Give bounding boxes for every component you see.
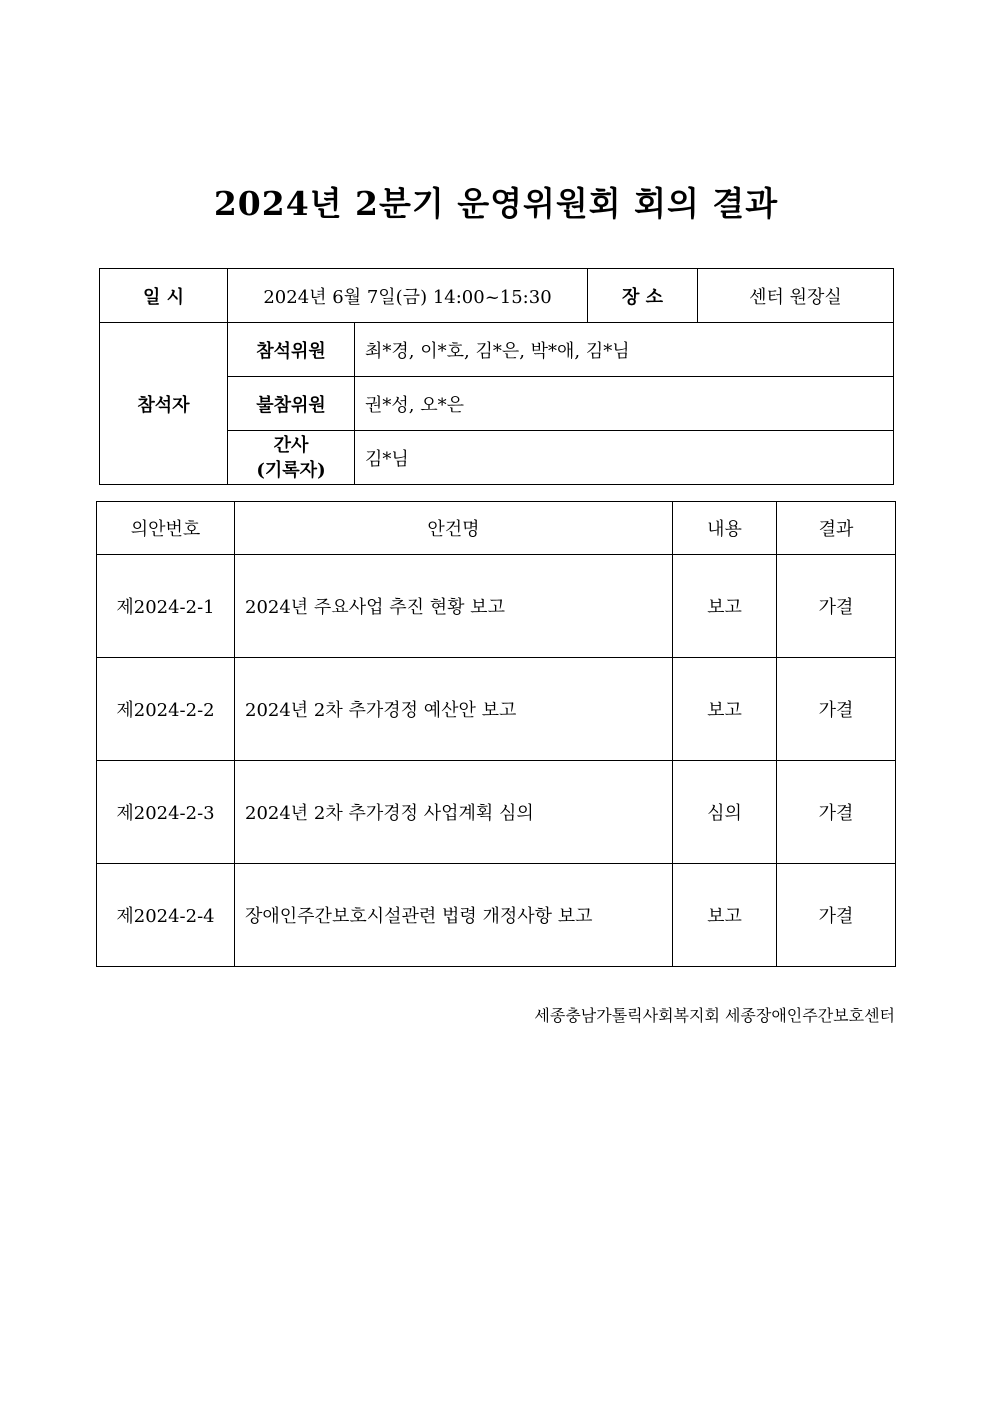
agenda-name: 2024년 2차 추가경정 예산안 보고 xyxy=(235,658,673,761)
agenda-type: 심의 xyxy=(673,761,777,864)
header-type: 내용 xyxy=(673,502,777,555)
secretary-label-line1: 간사 xyxy=(273,434,309,456)
agenda-name: 2024년 주요사업 추진 현황 보고 xyxy=(235,555,673,658)
datetime-value: 2024년 6월 7일(금) 14:00~15:30 xyxy=(228,269,588,323)
place-label: 장 소 xyxy=(588,269,698,323)
present-value: 최*경, 이*호, 김*은, 박*애, 김*님 xyxy=(355,323,894,377)
agenda-row xyxy=(97,761,896,864)
agenda-type: 보고 xyxy=(673,658,777,761)
agenda-type: 보고 xyxy=(673,555,777,658)
agenda-name: 장애인주간보호시설관련 법령 개정사항 보고 xyxy=(235,864,673,967)
agenda-result: 가결 xyxy=(777,761,896,864)
agenda-no: 제2024-2-3 xyxy=(97,761,235,864)
agenda-type: 보고 xyxy=(673,864,777,967)
secretary-label-line2: (기록자) xyxy=(256,459,326,481)
agenda-table xyxy=(96,501,896,967)
datetime-label: 일 시 xyxy=(100,269,228,323)
agenda-no: 제2024-2-4 xyxy=(97,864,235,967)
agenda-row xyxy=(97,555,896,658)
agenda-row xyxy=(97,864,896,967)
present-row xyxy=(100,323,894,377)
attendees-label: 참석자 xyxy=(100,323,228,485)
secretary-label xyxy=(228,431,355,485)
agenda-row xyxy=(97,658,896,761)
absent-label: 불참위원 xyxy=(228,377,355,431)
agenda-no: 제2024-2-2 xyxy=(97,658,235,761)
meeting-info-table xyxy=(99,268,894,485)
organization-footer: 세종충남가톨릭사회복지회 세종장애인주간보호센터 xyxy=(534,1006,895,1025)
agenda-no: 제2024-2-1 xyxy=(97,555,235,658)
agenda-name: 2024년 2차 추가경정 사업계획 심의 xyxy=(235,761,673,864)
header-result: 결과 xyxy=(777,502,896,555)
present-label: 참석위원 xyxy=(228,323,355,377)
header-no: 의안번호 xyxy=(97,502,235,555)
absent-value: 권*성, 오*은 xyxy=(355,377,894,431)
datetime-row xyxy=(100,269,894,323)
agenda-result: 가결 xyxy=(777,658,896,761)
agenda-result: 가결 xyxy=(777,555,896,658)
agenda-header-row xyxy=(97,502,896,555)
page-title: 2024년 2분기 운영위원회 회의 결과 xyxy=(213,184,779,223)
agenda-result: 가결 xyxy=(777,864,896,967)
place-value: 센터 원장실 xyxy=(698,269,894,323)
secretary-value: 김*님 xyxy=(355,431,894,485)
header-name: 안건명 xyxy=(235,502,673,555)
